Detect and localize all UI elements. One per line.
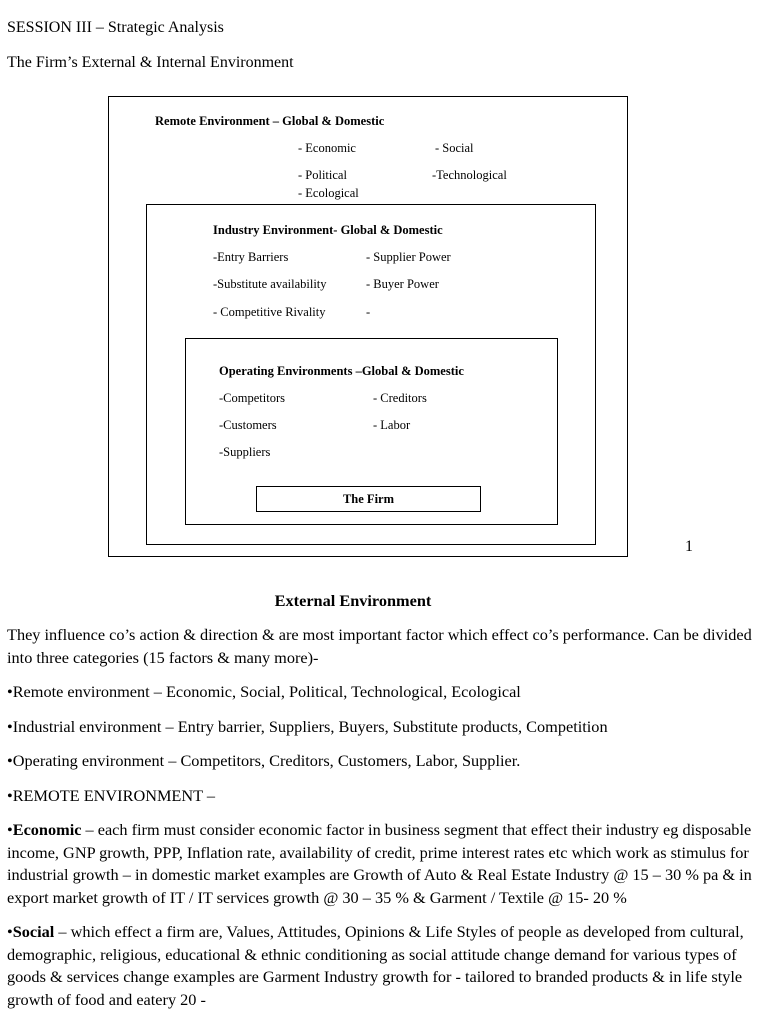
intro-paragraph: They influence co’s action & direction & are most important factor which effect co’s performance. Can be divided into three categories (15 factors & many more)- xyxy=(7,625,752,667)
industry-environment-title: Industry Environment- Global & Domestic xyxy=(213,223,443,237)
remote-item-ecological: - Ecological xyxy=(298,186,359,200)
operating-environment-title: Operating Environments –Global & Domestic xyxy=(219,364,464,378)
operating-item-suppliers: -Suppliers xyxy=(219,445,271,459)
social-text: – which effect a firm are, Values, Attitudes, Opinions & Life Styles of people as developed from cultural, demographic, religious, educational & ethnic conditioning as social attitude change demand for various types of goods & services change examples are Garment Industry growth for - tailored to branded products & in life style growth of food and eatery 20 - xyxy=(7,922,744,1009)
industry-item-substitute-availability: -Substitute availability xyxy=(213,277,327,291)
industry-item-entry-barriers: -Entry Barriers xyxy=(213,250,289,264)
section-heading: External Environment xyxy=(274,591,432,610)
operating-item-creditors: - Creditors xyxy=(373,391,427,405)
firm-label: The Firm xyxy=(342,492,395,506)
remote-item-political: - Political xyxy=(298,168,347,182)
industry-item-buyer-power: - Buyer Power xyxy=(366,277,439,291)
operating-item-customers: -Customers xyxy=(219,418,277,432)
social-bullet: • xyxy=(7,922,13,941)
bullet-remote-heading: •REMOTE ENVIRONMENT – xyxy=(7,785,215,805)
social-term: Social xyxy=(12,922,55,941)
bullet-remote: •Remote environment – Economic, Social, Political, Technological, Ecological xyxy=(7,682,521,701)
economic-term: Economic xyxy=(12,820,82,839)
industry-item-competitive-rivality: - Competitive Rivality xyxy=(213,305,326,319)
remote-item-economic: - Economic xyxy=(298,141,356,155)
remote-item-social: - Social xyxy=(435,141,474,155)
industry-item-dash: - xyxy=(366,305,371,319)
bullet-industrial: •Industrial environment – Entry barrier, Suppliers, Buyers, Substitute products, Competition xyxy=(7,716,608,736)
remote-item-technological: -Technological xyxy=(432,168,507,182)
operating-item-labor: - Labor xyxy=(373,418,411,432)
operating-item-competitors: -Competitors xyxy=(219,391,285,405)
economic-bullet: • xyxy=(7,820,13,839)
economic-paragraph xyxy=(7,819,763,909)
remote-environment-title: Remote Environment – Global & Domestic xyxy=(155,114,385,128)
section-body xyxy=(7,624,763,1011)
bullet-operating: •Operating environment – Competitors, Creditors, Customers, Labor, Supplier. xyxy=(7,751,521,770)
page-subtitle: The Firm’s External & Internal Environment xyxy=(7,54,294,71)
economic-text: – each firm must consider economic factor in business segment that effect their industry eg disposable income, GNP growth, PPP, Inflation rate, availability of credit, prime interest rates etc which work as stimulus for industrial growth – in domestic market examples are Growth of Auto & Real Estate Industry @ 15 – 30 % pa & in export market growth of IT / IT services growth @ 30 – 35 % & Garment / Textile @ 15- 20 % xyxy=(7,820,752,907)
session-title: SESSION III – Strategic Analysis xyxy=(7,19,224,36)
industry-item-supplier-power: - Supplier Power xyxy=(366,250,451,264)
page-number: 1 xyxy=(685,538,693,555)
social-paragraph xyxy=(7,921,763,1011)
